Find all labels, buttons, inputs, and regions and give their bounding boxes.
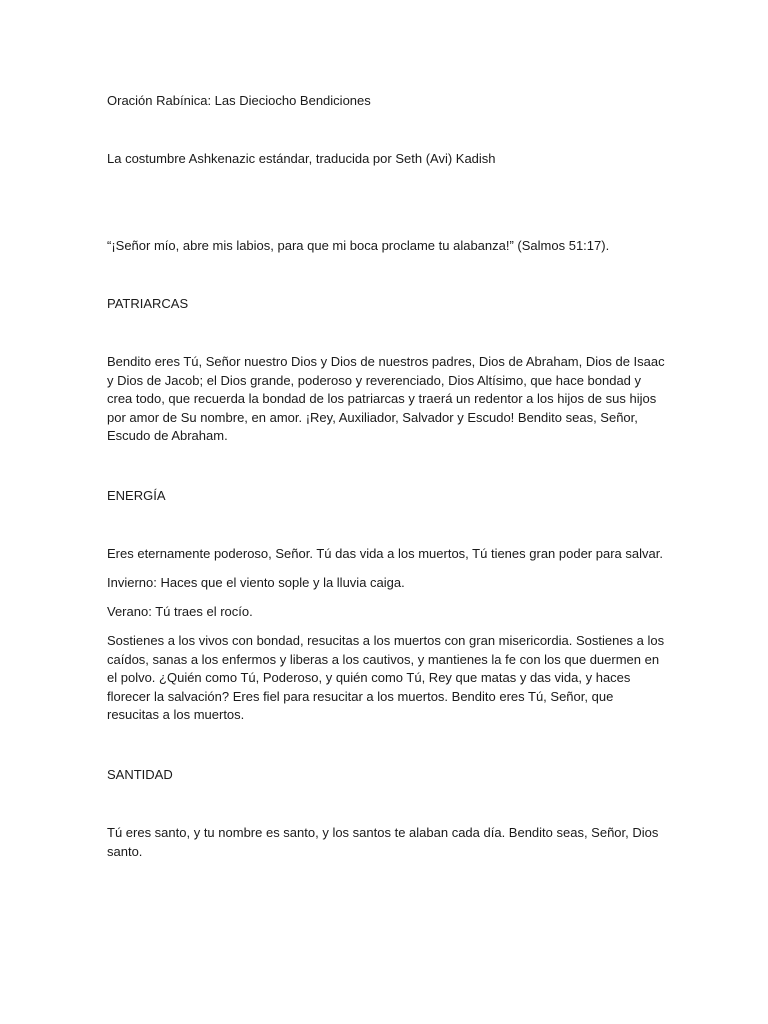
paragraph-santidad: Tú eres santo, y tu nombre es santo, y los santos te alaban cada día. Bendito seas, Señor, Dios santo. [107,825,659,859]
paragraph-energia-2: Sostienes a los vivos con bondad, resucitas a los muertos con gran misericordia. Sostienes a los caídos, sanas a los enfermos y liberas a los cautivos, y mantienes la fe con los que duermen en el polvo. ¿Quién como Tú, Poderoso, y quién como Tú, Rey que matas y das vida, y haces florecer la salvación? Eres fiel para resucitar a los muertos. Bendito eres Tú, Señor, que resucitas a los muertos. [107,633,665,722]
document-subtitle: La costumbre Ashkenazic estándar, traducida por Seth (Avi) Kadish [107,151,496,166]
section-heading-energia: ENERGÍA [107,488,166,503]
section-heading-patriarcas: PATRIARCAS [107,296,189,311]
section-heading-santidad: SANTIDAD [107,767,173,782]
paragraph-energia-1: Eres eternamente poderoso, Señor. Tú das vida a los muertos, Tú tienes gran poder para salvar. [107,546,663,561]
paragraph-patriarcas: Bendito eres Tú, Señor nuestro Dios y Dios de nuestros padres, Dios de Abraham, Dios de Isaac y Dios de Jacob; el Dios grande, poderoso y reverenciado, Dios Altísimo, que hace bondad y crea todo, que recuerda la bondad de los patriarcas y traerá un redentor a los hijos de sus hijos por amor de Su nombre, en amor. ¡Rey, Auxiliador, Salvador y Escudo! Bendito seas, Señor, Escudo de Abraham. [107,354,665,443]
epigraph: “¡Señor mío, abre mis labios, para que mi boca proclame tu alabanza!” (Salmos 51:17). [107,238,610,253]
paragraph-verano: Verano: Tú traes el rocío. [107,604,253,619]
paragraph-invierno: Invierno: Haces que el viento sople y la lluvia caiga. [107,575,405,590]
document-title: Oración Rabínica: Las Dieciocho Bendiciones [107,93,371,108]
